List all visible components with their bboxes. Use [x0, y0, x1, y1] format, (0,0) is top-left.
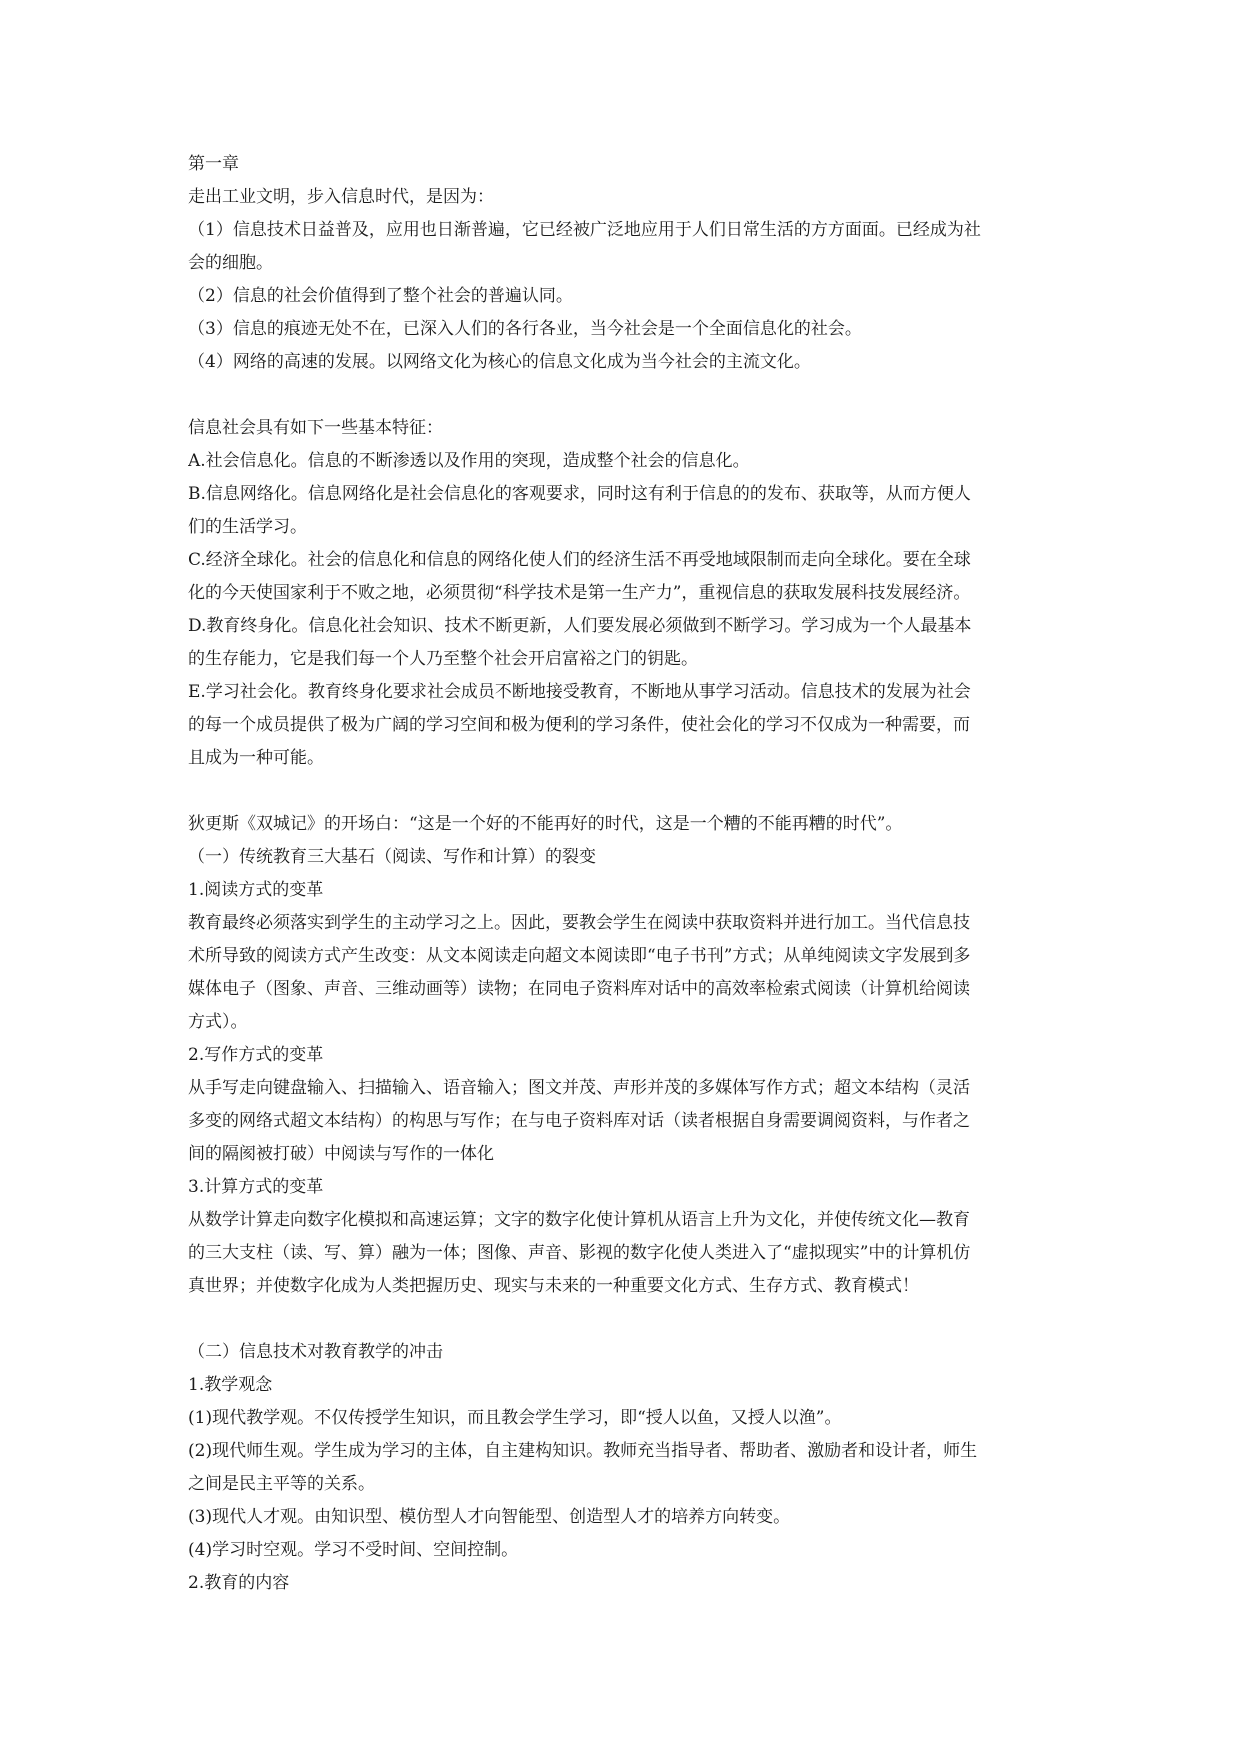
text-line: （4）网络的高速的发展。以网络文化为核心的信息文化成为当今社会的主流文化。	[188, 352, 811, 372]
text-line: 们的生活学习。	[188, 517, 307, 537]
text-line: （2）信息的社会价值得到了整个社会的普遍认同。	[188, 286, 573, 306]
text-line: 2.写作方式的变革	[188, 1045, 324, 1065]
text-line: （一）传统教育三大基石（阅读、写作和计算）的裂变	[188, 847, 596, 867]
text-line: 信息社会具有如下一些基本特征：	[188, 418, 443, 438]
blank-line	[188, 1303, 1058, 1336]
text-line: 真世界；并使数字化成为人类把握历史、现实与未来的一种重要文化方式、生存方式、教育模式！	[188, 1276, 919, 1296]
text-line: A.社会信息化。信息的不断渗透以及作用的突现，造成整个社会的信息化。	[188, 451, 750, 471]
text-line: C.经济全球化。社会的信息化和信息的网络化使人们的经济生活不再受地域限制而走向全球化。要在全球	[188, 550, 971, 570]
text-line: (2)现代师生观。学生成为学习的主体，自主建构知识。教师充当指导者、帮助者、激励者和设计者，师生	[188, 1441, 978, 1461]
document-body	[188, 148, 1058, 1600]
blank-line	[188, 775, 1058, 808]
text-line: 的生存能力，它是我们每一个人乃至整个社会开启富裕之门的钥匙。	[188, 649, 698, 669]
text-line: 狄更斯《双城记》的开场白：“这是一个好的不能再好的时代，这是一个糟的不能再糟的时代”。	[188, 814, 903, 834]
text-line: E.学习社会化。教育终身化要求社会成员不断地接受教育，不断地从事学习活动。信息技术的发展为社会	[188, 682, 971, 702]
text-line: 走出工业文明，步入信息时代，是因为：	[188, 187, 494, 207]
text-line: （3）信息的痕迹无处不在，已深入人们的各行各业，当今社会是一个全面信息化的社会。	[188, 319, 862, 339]
text-line: B.信息网络化。信息网络化是社会信息化的客观要求，同时这有利于信息的的发布、获取等，从而方便人	[188, 484, 971, 504]
text-line: (3)现代人才观。由知识型、模仿型人才向智能型、创造型人才的培养方向转变。	[188, 1507, 791, 1527]
text-line: 之间是民主平等的关系。	[188, 1474, 375, 1494]
text-line: 术所导致的阅读方式产生改变：从文本阅读走向超文本阅读即“电子书刊”方式；从单纯阅读文字发展到多	[188, 946, 971, 966]
text-line: 2.教育的内容	[188, 1573, 290, 1593]
text-line: (4)学习时空观。学习不受时间、空间控制。	[188, 1540, 519, 1560]
text-line: 且成为一种可能。	[188, 748, 324, 768]
text-line: 1.教学观念	[188, 1375, 273, 1395]
text-line: 多变的网络式超文本结构）的构思与写作；在与电子资料库对话（读者根据自身需要调阅资料，与作者之	[188, 1111, 970, 1131]
text-line: 从手写走向键盘输入、扫描输入、语音输入；图文并茂、声形并茂的多媒体写作方式；超文本结构（灵活	[188, 1078, 970, 1098]
text-line: 会的细胞。	[188, 253, 273, 273]
text-line: （1）信息技术日益普及，应用也日渐普遍，它已经被广泛地应用于人们日常生活的方方面面。已经成为社	[188, 220, 981, 240]
text-line: 化的今天使国家利于不败之地，必须贯彻“科学技术是第一生产力”，重视信息的获取发展科技发展经济。	[188, 583, 971, 603]
text-line: 3.计算方式的变革	[188, 1177, 324, 1197]
text-line: 第一章	[188, 154, 239, 174]
text-line: 媒体电子（图象、声音、三维动画等）读物；在同电子资料库对话中的高效率检索式阅读（计算机给阅读	[188, 979, 970, 999]
text-line: 的三大支柱（读、写、算）融为一体；图像、声音、影视的数字化使人类进入了“虚拟现实”中的计算机仿	[188, 1243, 971, 1263]
text-line: 教育最终必须落实到学生的主动学习之上。因此，要教会学生在阅读中获取资料并进行加工。当代信息技	[188, 913, 970, 933]
text-line: 从数学计算走向数字化模拟和高速运算；文字的数字化使计算机从语言上升为文化，并使传统文化—教育	[188, 1210, 970, 1230]
text-line: 方式）。	[188, 1012, 248, 1032]
text-line: D.教育终身化。信息化社会知识、技术不断更新，人们要发展必须做到不断学习。学习成为一个人最基本	[188, 616, 972, 636]
blank-line	[188, 379, 1058, 412]
text-line: 间的隔阂被打破）中阅读与写作的一体化	[188, 1144, 494, 1164]
text-line: （二）信息技术对教育教学的冲击	[188, 1342, 443, 1362]
text-line: (1)现代教学观。不仅传授学生知识，而且教会学生学习，即“授人以鱼，又授人以渔”。	[188, 1408, 842, 1428]
text-line: 的每一个成员提供了极为广阔的学习空间和极为便利的学习条件，使社会化的学习不仅成为一种需要，而	[188, 715, 970, 735]
text-line: 1.阅读方式的变革	[188, 880, 324, 900]
